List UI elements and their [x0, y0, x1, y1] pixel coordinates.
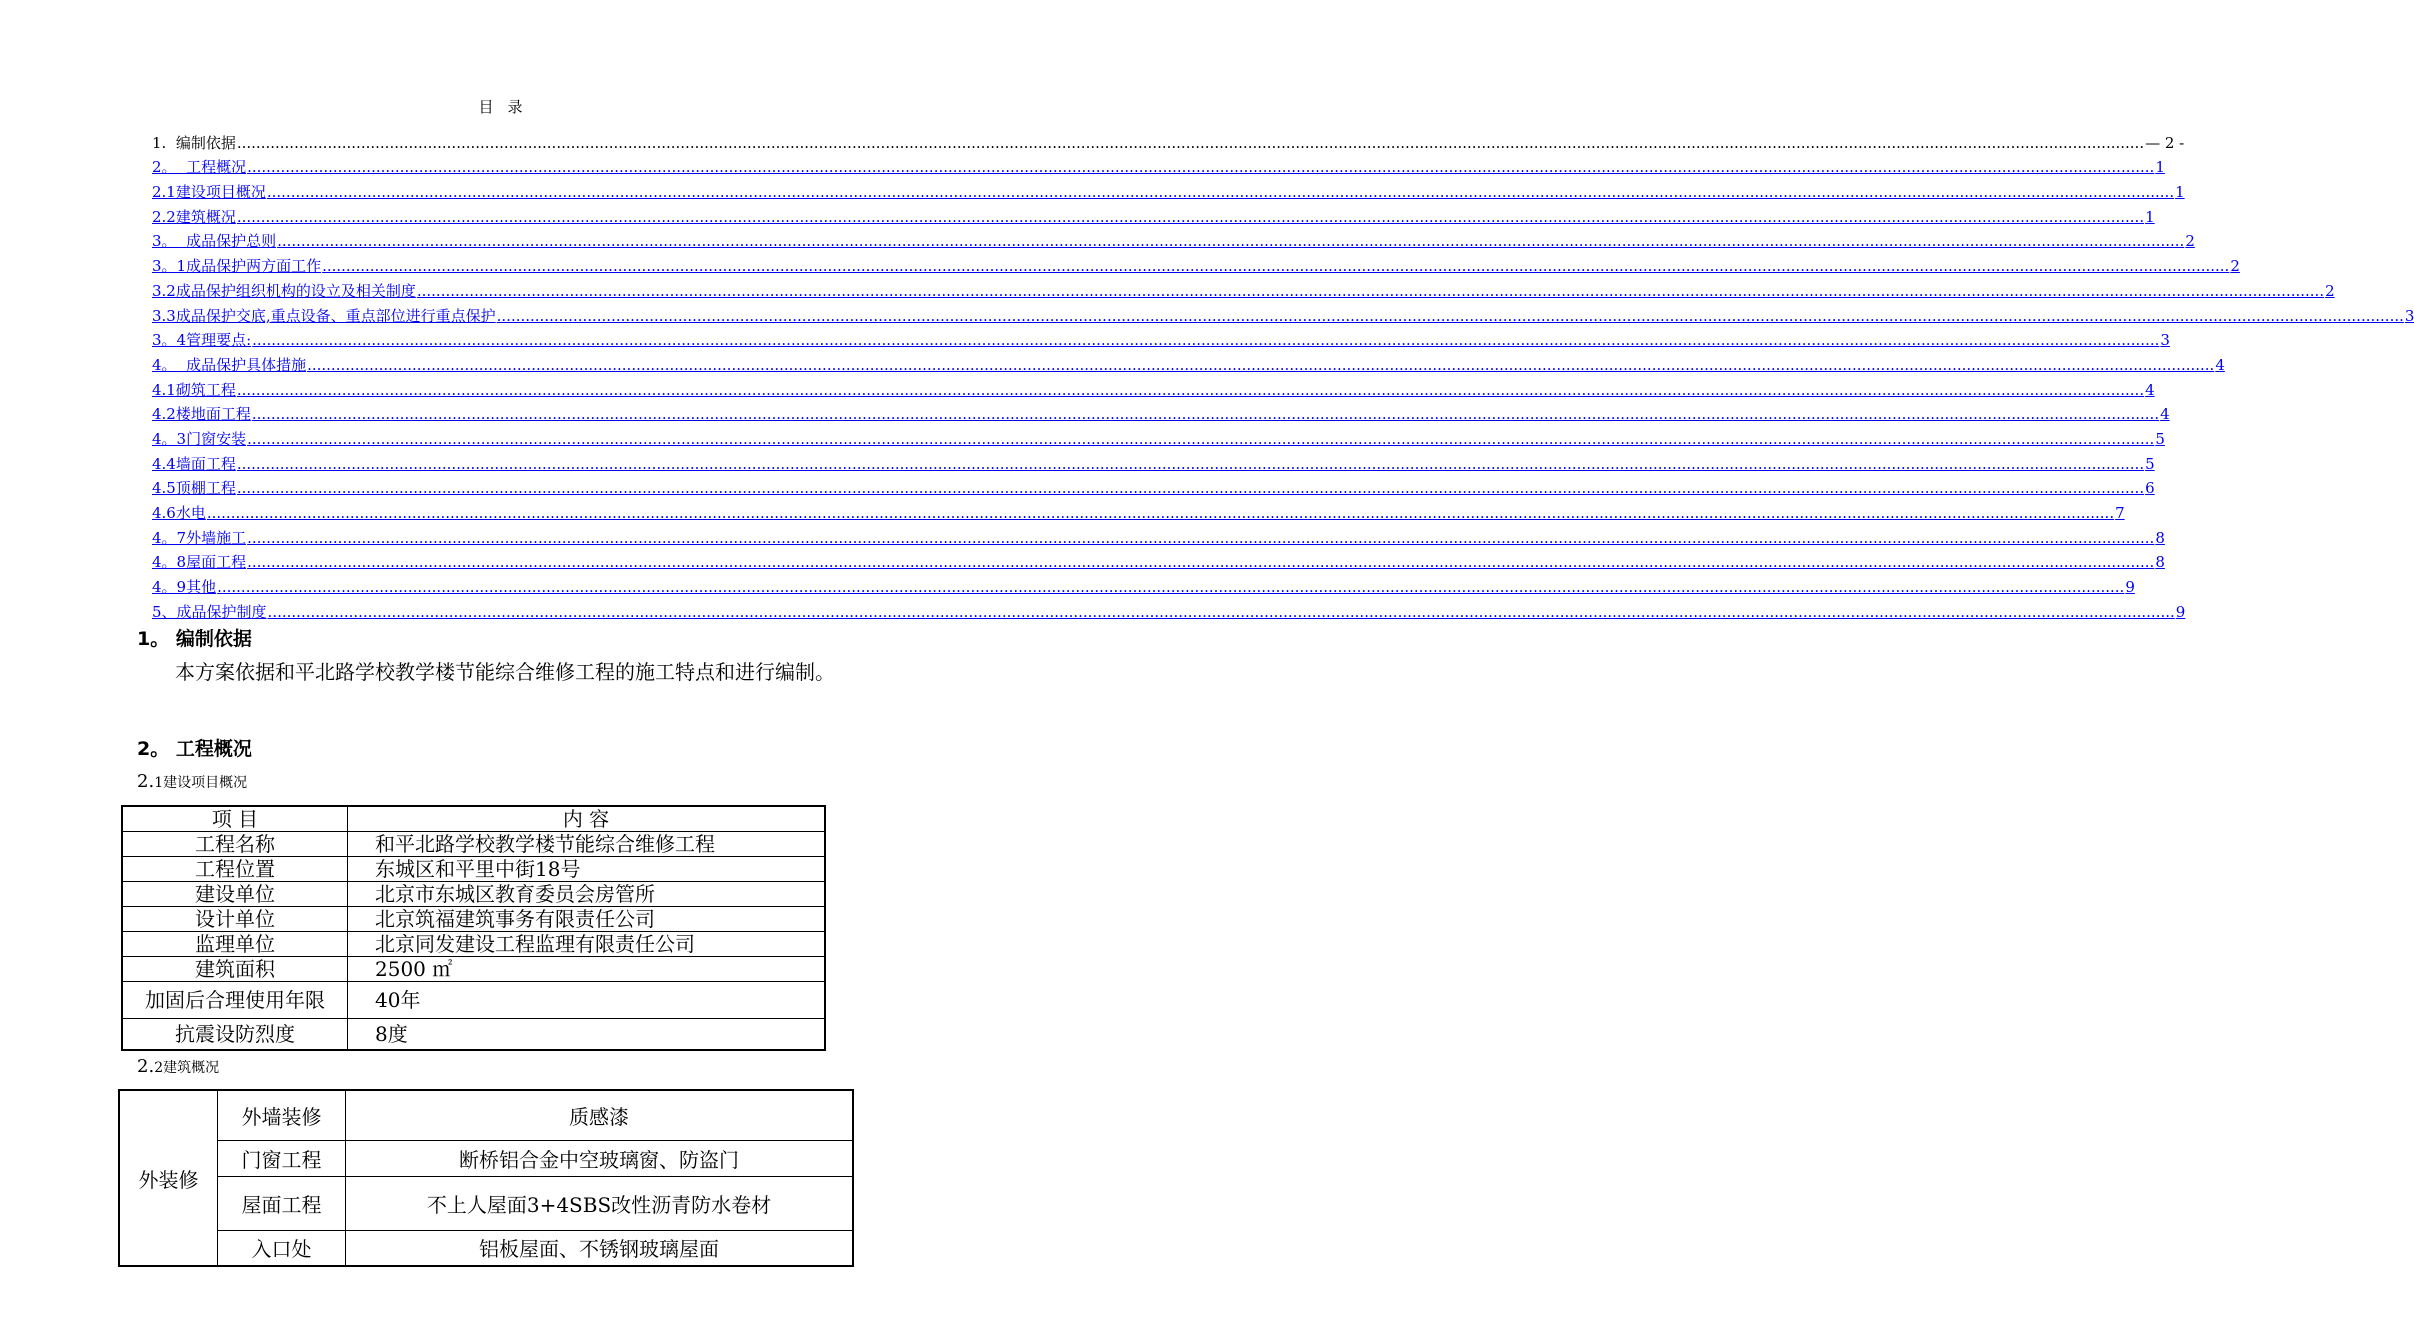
toc-entry-page: 4 [2145, 380, 2155, 399]
row-label: 加固后合理使用年限 [122, 982, 348, 1019]
row-label: 设计单位 [122, 907, 348, 932]
row-value: 2500 ㎡ [348, 957, 826, 982]
toc-entry-title: 1. 编制依据 [152, 133, 236, 152]
row-label: 工程名称 [122, 832, 348, 857]
toc-entry-title: 4。8屋面工程 [152, 553, 247, 572]
row-value: 北京筑福建筑事务有限责任公司 [348, 907, 826, 932]
table-header-row [122, 806, 825, 832]
toc-entry-title: 4.5顶棚工程 [152, 479, 236, 498]
toc-entry-page: 2 [2185, 232, 2195, 251]
toc-entry[interactable] [152, 326, 2170, 351]
toc-entry-title: 4.6水电 [152, 504, 206, 522]
toc-leader-dots: ................................................................................................................................................................................................................................................................................................................................................................................................................ [217, 578, 2125, 597]
toc-entry[interactable] [152, 400, 2170, 425]
row-label: 抗震设防烈度 [122, 1019, 348, 1051]
toc-leader-dots: ................................................................................................................................................................................................................................................................................................................................................................................................................ [247, 528, 2155, 547]
toc-entry[interactable] [152, 153, 2165, 178]
toc-entry-page: 6 [2145, 479, 2155, 498]
toc-leader-dots: ................................................................................................................................................................................................................................................................................................................................................................................................................ [277, 232, 2185, 251]
table-row [122, 882, 825, 907]
toc-leader-dots: ................................................................................................................................................................................................................................................................................................................................................................................................................ [236, 454, 2145, 473]
toc-entry-title: 4.1砌筑工程 [152, 380, 236, 399]
toc-leader-dots: ................................................................................................................................................................................................................................................................................................................................................................................................................ [307, 355, 2215, 374]
toc-entry-page: 5 [2145, 454, 2155, 473]
toc-title: 目录 [478, 98, 537, 116]
toc-entry-page: 8 [2155, 553, 2165, 572]
toc-leader-dots: ................................................................................................................................................................................................................................................................................................................................................................................................................ [267, 602, 2175, 621]
toc-entry-title: 5、成品保护制度 [152, 602, 267, 621]
toc-entry-title: 4。9其他 [152, 578, 217, 597]
toc-leader-dots: ................................................................................................................................................................................................................................................................................................................................................................................................................ [266, 183, 2175, 202]
row-value: 铝板屋面、不锈钢玻璃屋面 [346, 1230, 854, 1266]
subsection-2-1-heading [137, 771, 247, 792]
toc-entry[interactable] [152, 597, 2186, 622]
toc-leader-dots: ................................................................................................................................................................................................................................................................................................................................................................................................................ [251, 405, 2160, 424]
toc-leader-dots: ................................................................................................................................................................................................................................................................................................................................................................................................................ [252, 331, 2160, 350]
toc-entry[interactable] [152, 548, 2165, 573]
toc-entry-title: 4。3门窗安装 [152, 429, 247, 448]
toc-entry[interactable] [152, 350, 2225, 375]
toc-entry[interactable] [152, 251, 2240, 276]
toc-entry[interactable] [152, 177, 2185, 202]
section-1-body-text: 本方案依据和平北路学校教学楼节能综合维修工程的施工特点和进行编制。 [175, 660, 835, 684]
toc-entry[interactable] [152, 276, 2335, 301]
table-row [122, 957, 825, 982]
table-row [122, 932, 825, 957]
toc-entry-page: 7 [2115, 504, 2125, 522]
table-row [122, 832, 825, 857]
toc-leader-dots: ................................................................................................................................................................................................................................................................................................................................................................................................................ [247, 429, 2155, 448]
toc-entry[interactable] [152, 375, 2155, 400]
toc-entry-title: 3。 成品保护总则 [152, 232, 277, 251]
toc-entry-page: 3 [2404, 306, 2414, 325]
toc-entry[interactable] [152, 498, 2125, 523]
toc-entry[interactable] [152, 202, 2155, 227]
table-of-contents [152, 128, 2414, 622]
toc-entry-title: 2。 工程概况 [152, 158, 247, 177]
toc-entry-page: 4 [2160, 405, 2170, 424]
toc-entry-title: 3。4管理要点: [152, 331, 252, 350]
toc-entry [152, 128, 2185, 153]
toc-entry-page: 8 [2155, 528, 2165, 547]
toc-entry[interactable] [152, 523, 2165, 548]
row-value: 8度 [348, 1019, 826, 1051]
toc-entry[interactable] [152, 474, 2155, 499]
table-row [119, 1176, 853, 1230]
header-content: 内 容 [348, 806, 826, 832]
header-item: 项 目 [122, 806, 348, 832]
subsection-2-2-number: 2. [137, 1056, 155, 1077]
toc-entry-page: 1 [2145, 207, 2155, 226]
row-label: 入口处 [218, 1230, 346, 1266]
table-row [122, 857, 825, 882]
toc-leader-dots: ................................................................................................................................................................................................................................................................................................................................................................................................................ [236, 380, 2145, 399]
toc-leader-dots: ................................................................................................................................................................................................................................................................................................................................................................................................................ [206, 504, 2115, 522]
row-value: 东城区和平里中街18号 [348, 857, 826, 882]
toc-entry-title: 3。1成品保护两方面工作 [152, 257, 322, 276]
toc-entry-page: 9 [2175, 602, 2186, 621]
row-value: 北京同发建设工程监理有限责任公司 [348, 932, 826, 957]
toc-leader-dots: ................................................................................................................................................................................................................................................................................................................................................................................................................ [416, 281, 2325, 300]
toc-entry-page: 2 [2230, 257, 2240, 276]
row-label: 工程位置 [122, 857, 348, 882]
section-1-body [137, 654, 859, 690]
table-row [122, 907, 825, 932]
toc-entry-title: 4.2楼地面工程 [152, 405, 251, 424]
section-1-heading: 1。 编制依据 [137, 628, 252, 650]
toc-leader-dots: ................................................................................................................................................................................................................................................................................................................................................................................................................ [236, 207, 2145, 226]
toc-entry-page: 1 [2175, 183, 2185, 202]
project-info-table [121, 805, 826, 1051]
toc-entry[interactable] [152, 227, 2195, 252]
subsection-2-2-title: 2建筑概况 [154, 1060, 220, 1076]
table-row [122, 982, 825, 1019]
toc-entry-page: 9 [2125, 578, 2135, 597]
row-label: 屋面工程 [218, 1176, 346, 1230]
subsection-2-2-heading [137, 1056, 219, 1077]
toc-entry-title: 2.2建筑概况 [152, 207, 236, 226]
toc-entry[interactable] [152, 424, 2165, 449]
row-value: 断桥铝合金中空玻璃窗、防盗门 [346, 1140, 854, 1176]
row-value: 质感漆 [346, 1090, 854, 1140]
row-label: 门窗工程 [218, 1140, 346, 1176]
toc-entry-title: 4.4墙面工程 [152, 454, 236, 473]
toc-leader-dots: ................................................................................................................................................................................................................................................................................................................................................................................................................ [247, 553, 2155, 572]
row-label: 监理单位 [122, 932, 348, 957]
row-value: 不上人屋面3+4SBS改性沥青防水卷材 [346, 1176, 854, 1230]
toc-leader-dots: ................................................................................................................................................................................................................................................................................................................................................................................................................ [496, 306, 2404, 325]
table-row [119, 1140, 853, 1176]
toc-entry-page: — 2 - [2145, 133, 2185, 152]
toc-entry[interactable] [152, 301, 2414, 326]
table-row [122, 1019, 825, 1051]
toc-entry-title: 4。 成品保护具体措施 [152, 355, 307, 374]
row-label: 建筑面积 [122, 957, 348, 982]
row-label: 外墙装修 [218, 1090, 346, 1140]
toc-leader-dots: ................................................................................................................................................................................................................................................................................................................................................................................................................ [322, 257, 2230, 276]
toc-entry-title: 4。7外墙施工 [152, 528, 247, 547]
toc-entry[interactable] [152, 572, 2135, 597]
toc-entry-page: 5 [2155, 429, 2165, 448]
toc-leader-dots: ................................................................................................................................................................................................................................................................................................................................................................................................................ [247, 158, 2155, 177]
row-label: 建设单位 [122, 882, 348, 907]
toc-leader-dots: ................................................................................................................................................................................................................................................................................................................................................................................................................ [236, 479, 2145, 498]
toc-entry[interactable] [152, 449, 2155, 474]
toc-entry-page: 3 [2160, 331, 2170, 350]
toc-entry-page: 2 [2325, 281, 2335, 300]
table-row [119, 1090, 853, 1140]
toc-entry-title: 3.2成品保护组织机构的设立及相关制度 [152, 281, 416, 300]
toc-entry-page: 4 [2215, 355, 2225, 374]
table-row [119, 1230, 853, 1266]
toc-entry-title: 3.3成品保护交底,重点设备、重点部位进行重点保护 [152, 306, 496, 325]
toc-entry-page: 1 [2155, 158, 2165, 177]
row-value: 和平北路学校教学楼节能综合维修工程 [348, 832, 826, 857]
toc-leader-dots: ................................................................................................................................................................................................................................................................................................................................................................................................................ [236, 133, 2145, 152]
section-2-heading: 2。 工程概况 [137, 738, 252, 760]
subsection-2-1-number: 2. [137, 771, 155, 792]
row-value: 北京市东城区教育委员会房管所 [348, 882, 826, 907]
group-label: 外装修 [119, 1090, 218, 1266]
row-value: 40年 [348, 982, 826, 1019]
toc-entry-title: 2.1建设项目概况 [152, 183, 266, 202]
building-overview-table [118, 1089, 854, 1267]
subsection-2-1-title: 1建设项目概况 [154, 775, 248, 791]
